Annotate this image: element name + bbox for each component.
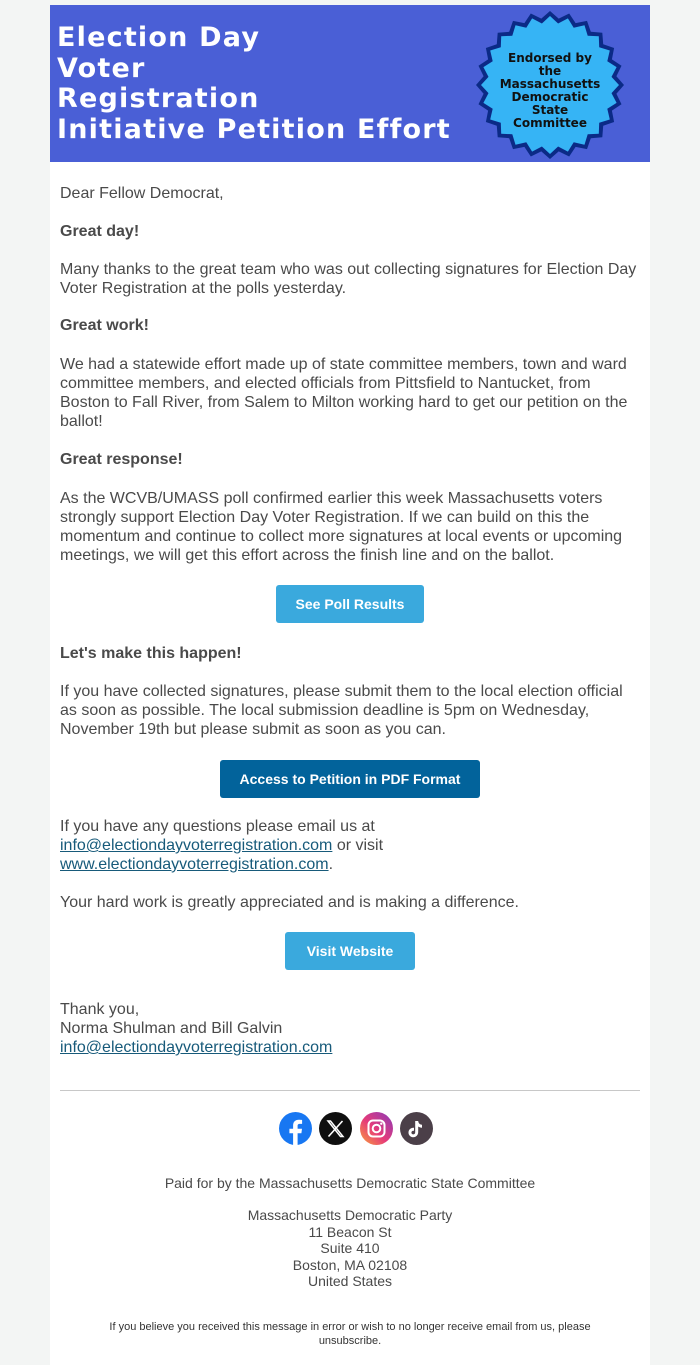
address-line: Suite 410 (320, 1240, 380, 1256)
heading-great-response: Great response! (60, 451, 183, 468)
endorsement-seal (476, 11, 624, 159)
heading-great-work: Great work! (60, 317, 149, 334)
or-visit-text: or visit (332, 837, 384, 854)
address-line: 11 Beacon St (308, 1223, 392, 1240)
unsubscribe-notice[interactable]: If you believe you received this message in error or wish to no longer receive email from us, please unsubscribe. (109, 1321, 591, 1347)
address-line: Boston, MA 02108 (292, 1256, 408, 1273)
seal-line: Democratic (511, 90, 589, 104)
social-links (279, 1112, 436, 1146)
signature-email-link[interactable]: info@electiondayvoterregistration.com (60, 1039, 333, 1056)
email-content (50, 184, 650, 1057)
header-banner (50, 5, 650, 162)
heading-make-it-happen: Let's make this happen! (60, 645, 242, 662)
greeting: Dear Fellow Democrat, (60, 185, 224, 202)
banner-title-line: Registration (57, 83, 260, 114)
thank-you-text: Thank you, (60, 1001, 140, 1018)
paid-for-notice: Paid for by the Massachusetts Democratic State Committee (164, 1175, 536, 1191)
paragraph-appreciation: Your hard work is greatly appreciated and is making a difference. (60, 894, 519, 911)
seal-line: Endorsed by (508, 51, 592, 65)
heading-great-day: Great day! (60, 223, 140, 240)
facebook-icon[interactable] (279, 1112, 312, 1145)
see-poll-results-button[interactable]: See Poll Results (276, 585, 424, 623)
email-link[interactable]: info@electiondayvoterregistration.com (60, 837, 333, 854)
visit-website-button[interactable]: Visit Website (285, 932, 415, 970)
mailing-address (50, 1207, 650, 1290)
paragraph-submit-signatures: If you have collected signatures, please submit them to the local election official as soon as possible. The local submission deadline is 5pm on Wednesday, November 19th but please submit as soon as you can. (60, 683, 623, 738)
seal-text (476, 52, 624, 130)
x-twitter-icon[interactable] (319, 1112, 352, 1145)
instagram-icon[interactable] (360, 1112, 393, 1145)
signature-block (60, 1000, 640, 1057)
banner-title-line: Election Day (57, 22, 261, 53)
address-line: Massachusetts Democratic Party (247, 1207, 453, 1223)
seal-line: Massachusetts (499, 77, 601, 91)
seal-line: the (538, 64, 562, 78)
banner-title-line: Initiative Petition Effort (57, 113, 451, 145)
seal-line: Committee (513, 116, 587, 130)
footer-divider (60, 1090, 640, 1091)
signers-text: Norma Shulman and Bill Galvin (60, 1020, 283, 1037)
tiktok-icon[interactable] (400, 1112, 433, 1145)
questions-text: If you have any questions please email us at (60, 818, 375, 835)
period-text: . (328, 856, 334, 873)
paragraph-questions (60, 817, 640, 874)
address-line: United States (307, 1273, 393, 1289)
email-body (50, 5, 650, 1365)
paragraph-poll: As the WCVB/UMASS poll confirmed earlier this week Massachusetts voters strongly support Election Day Voter Registration. If we can build on this the momentum and continue to collect more signatures at local events or upcoming meetings, we will get this effort across the finish line and on the ballot. (60, 490, 623, 564)
banner-title (57, 23, 451, 145)
seal-line: State (531, 103, 569, 117)
paragraph-thanks: Many thanks to the great team who was out collecting signatures for Election Day Voter Registration at the polls yesterday. (60, 261, 637, 297)
paragraph-statewide-effort: We had a statewide effort made up of state committee members, town and ward committee members, and elected officials from Pittsfield to Nantucket, from Boston to Fall River, from Salem to Milton working hard to get our petition on the ballot! (60, 356, 628, 430)
petition-pdf-button[interactable]: Access to Petition in PDF Format (220, 760, 480, 798)
banner-title-line: Voter (57, 52, 146, 84)
website-link[interactable]: www.electiondayvoterregistration.com (60, 856, 329, 873)
